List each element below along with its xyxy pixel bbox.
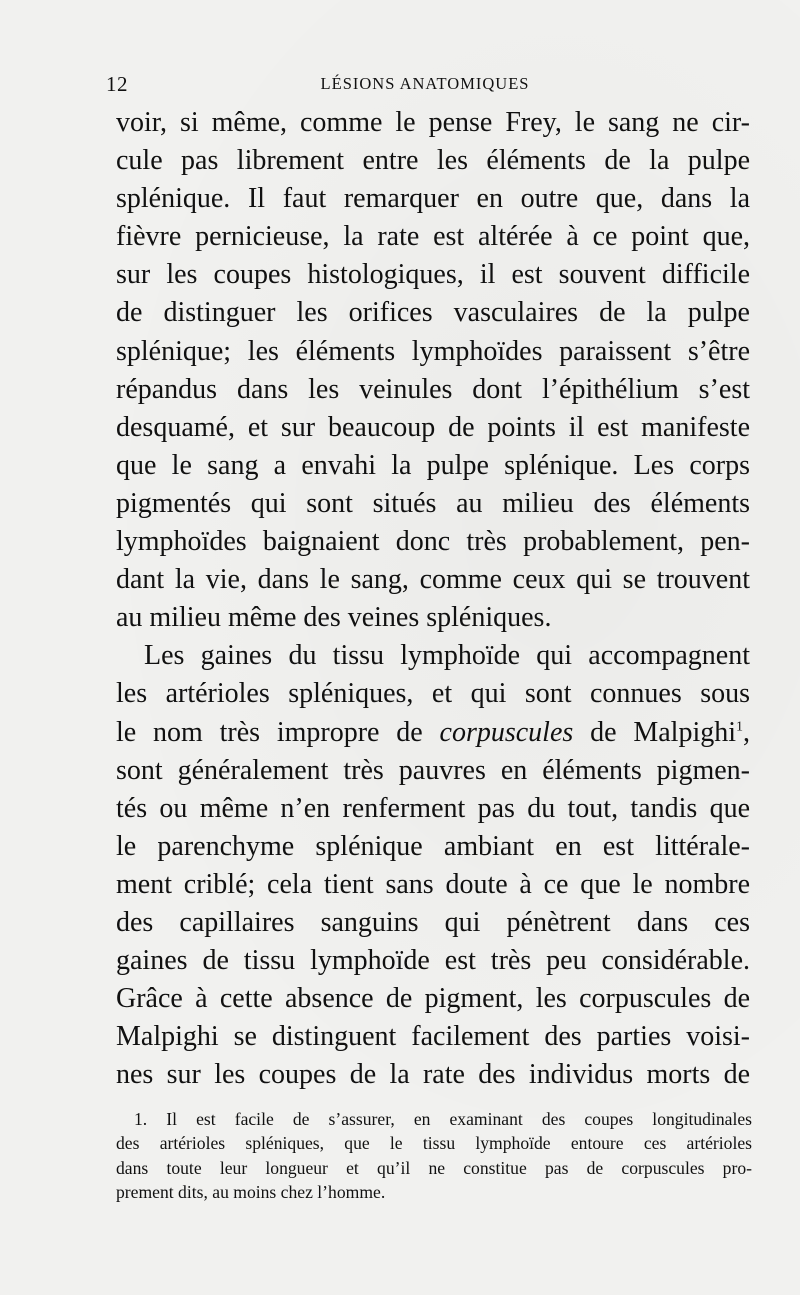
text-line: répandus dans les veinules dont l’épithélium s’est bbox=[116, 373, 750, 405]
text-line: de distinguer les orifices vasculaires de la pulpe bbox=[116, 297, 750, 329]
text-segment: de Malpighi bbox=[573, 716, 737, 748]
text-line: dant la vie, dans le sang, comme ceux qui se trouvent bbox=[116, 564, 750, 596]
text-line: tés ou même n’en renferment pas du tout, tandis que bbox=[116, 792, 750, 824]
text-line: que le sang a envahi la pulpe splénique. Les corps bbox=[116, 449, 750, 481]
text-line: les artérioles spléniques, et qui sont connues sous bbox=[116, 678, 750, 710]
text-line: au milieu même des veines spléniques. bbox=[116, 602, 552, 634]
page-number: 12 bbox=[106, 72, 128, 96]
text-line: desquamé, et sur beaucoup de points il est manifeste bbox=[116, 411, 750, 443]
text-line: voir, si même, comme le pense Frey, le sang ne cir- bbox=[116, 107, 750, 138]
running-head: LÉSIONS ANATOMIQUES bbox=[320, 74, 530, 93]
footnote-line: prement dits, au moins chez l’homme. bbox=[116, 1182, 386, 1203]
text-line: le parenchyme splénique ambiant en est littérale- bbox=[116, 830, 750, 862]
text-line: splénique; les éléments lymphoïdes paraissent s’être bbox=[116, 335, 750, 367]
text-line: splénique. Il faut remarquer en outre que, dans la bbox=[116, 183, 750, 215]
text-line: gaines de tissu lymphoïde est très peu considérable. bbox=[116, 945, 750, 977]
italic-term: corpuscules bbox=[439, 716, 574, 748]
footnote-line: dans toute leur longueur et qu’il ne constitue pas de corpuscules pro- bbox=[116, 1157, 752, 1178]
text-line: Les gaines du tissu lymphoïde qui accompagnent bbox=[144, 640, 750, 672]
text-line: fièvre pernicieuse, la rate est altérée à ce point que, bbox=[116, 221, 750, 253]
text-line: lymphoïdes baignaient donc très probablement, pen- bbox=[116, 526, 750, 558]
text-line: des capillaires sanguins qui pénètrent dans ces bbox=[116, 906, 750, 938]
footnote-line: 1. Il est facile de s’assurer, en examinant des coupes longitudinales bbox=[134, 1109, 752, 1129]
footnote-line: des artérioles spléniques, que le tissu lymphoïde entoure ces artérioles bbox=[116, 1133, 752, 1154]
text-segment: le nom très impropre de bbox=[116, 716, 440, 748]
text-line: sont généralement très pauvres en éléments pigmen- bbox=[116, 754, 750, 786]
text-line: pigmentés qui sont situés au milieu des éléments bbox=[116, 487, 750, 519]
page-header bbox=[100, 72, 750, 102]
text-line: sur les coupes histologiques, il est souvent difficile bbox=[116, 259, 750, 291]
text-line-with-footnote-ref bbox=[116, 714, 750, 752]
footnote bbox=[116, 1107, 752, 1205]
text-line: ment criblé; cela tient sans doute à ce que le nombre bbox=[116, 868, 750, 900]
text-line: nes sur les coupes de la rate des individus morts de bbox=[116, 1059, 750, 1091]
text-line: Malpighi se distinguent facilement des parties voisi- bbox=[116, 1021, 750, 1053]
text-line: cule pas librement entre les éléments de la pulpe bbox=[116, 145, 750, 177]
text-line: Grâce à cette absence de pigment, les corpuscules de bbox=[116, 983, 750, 1015]
body-text bbox=[116, 104, 750, 1094]
text-segment: , bbox=[743, 716, 750, 748]
footnote-reference[interactable]: 1 bbox=[736, 719, 744, 735]
